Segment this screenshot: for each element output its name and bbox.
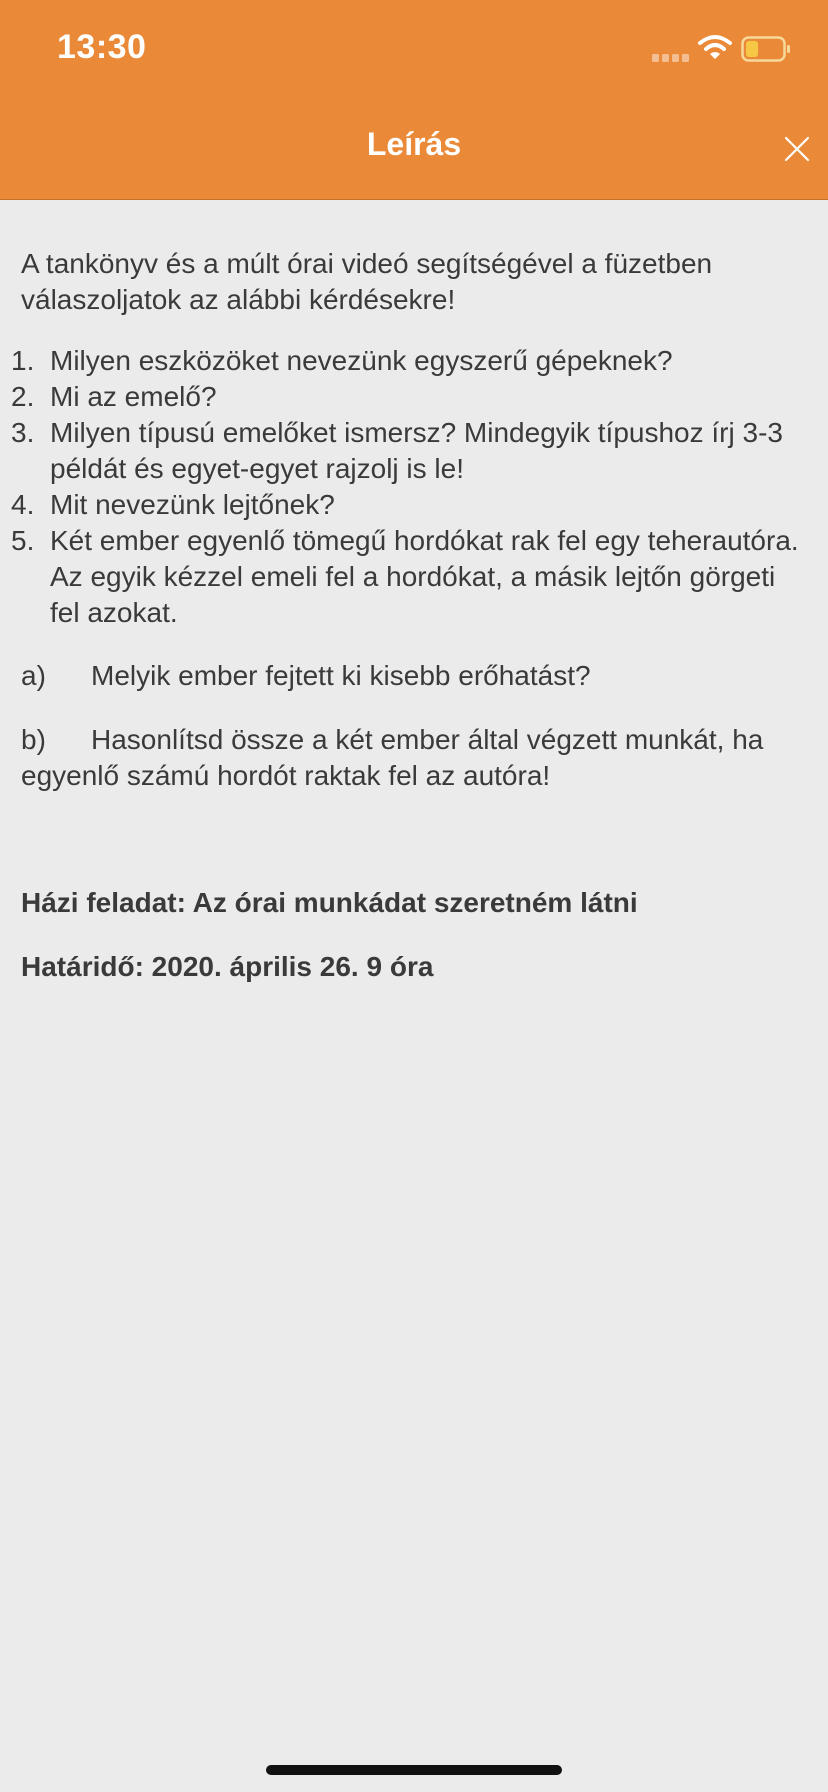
question-item: [11, 343, 811, 379]
question-number: 3.: [11, 417, 35, 448]
homework-text: Házi feladat: Az órai munkádat szeretném látni: [21, 887, 638, 918]
intro-text: A tankönyv és a múlt órai videó segítségével a füzetben válaszoljatok az alábbi kérdésekre!: [21, 248, 713, 315]
question-list: [11, 343, 811, 631]
question-item: [11, 487, 811, 523]
question-text: Milyen típusú emelőket ismersz? Mindegyik típushoz írj 3-3 példát és egyet-egyet rajzolj is le!: [50, 417, 783, 484]
header-bar: [0, 0, 828, 200]
battery-icon: [741, 36, 791, 62]
deadline-text: Határidő: 2020. április 26. 9 óra: [21, 951, 434, 982]
question-item: [11, 523, 811, 631]
wifi-icon: [698, 34, 732, 60]
question-text: Milyen eszközöket nevezünk egyszerű gépeknek?: [50, 345, 673, 376]
close-icon[interactable]: [782, 134, 812, 164]
cellular-signal-icon: [652, 54, 690, 62]
question-number: 1.: [11, 345, 35, 376]
subquestion-label: b): [21, 724, 46, 755]
question-number: 5.: [11, 525, 35, 556]
question-item: [11, 379, 811, 415]
question-item: [11, 415, 811, 487]
home-indicator[interactable]: [266, 1765, 562, 1775]
question-number: 4.: [11, 489, 35, 520]
subquestion-text: Hasonlítsd össze a két ember által végzett munkát, ha egyenlő számú hordót raktak fel az autóra!: [21, 724, 764, 791]
subquestion-a: [21, 658, 811, 694]
question-text: Mit nevezünk lejtőnek?: [50, 489, 335, 520]
question-number: 2.: [11, 381, 35, 412]
subquestion-label: a): [21, 660, 46, 691]
description-content: [11, 246, 811, 985]
subquestion-text: Melyik ember fejtett ki kisebb erőhatást?: [91, 660, 591, 691]
question-text: Mi az emelő?: [50, 381, 217, 412]
status-time: 13:30: [57, 28, 147, 66]
page-title: Leírás: [366, 126, 462, 162]
subquestion-b: [21, 722, 811, 794]
question-text: Két ember egyenlő tömegű hordókat rak fel egy teherautóra. Az egyik kézzel emeli fel a hordókat, a másik lejtőn görgeti fel azokat.: [50, 525, 799, 628]
